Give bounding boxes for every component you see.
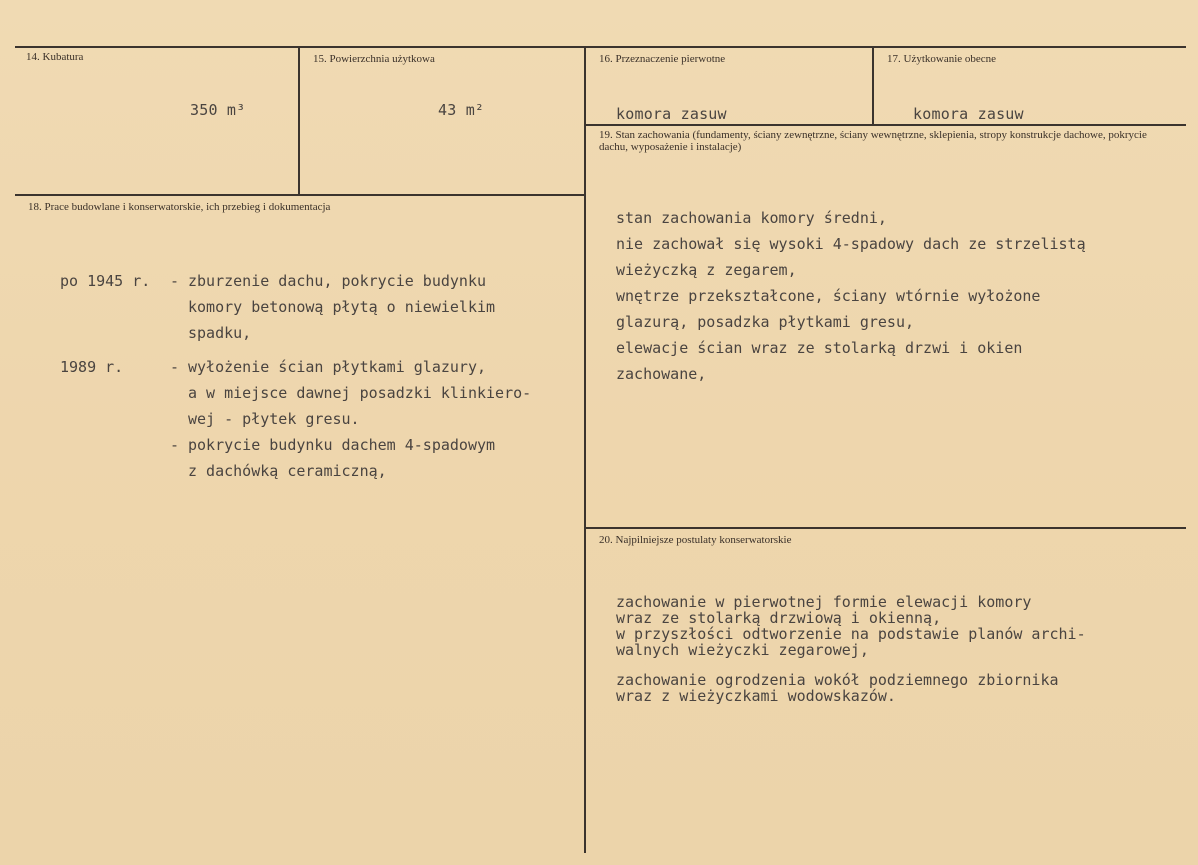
field-15-label: 15. Powierzchnia użytkowa: [313, 53, 435, 65]
field-14-label: 14. Kubatura: [26, 51, 84, 63]
condition-line: wnętrze przekształcone, ściany wtórnie wyłożone: [616, 287, 1041, 305]
divider-16-17: [872, 47, 874, 124]
work-entry-dash: -: [170, 272, 180, 290]
field-19-text: [616, 205, 1086, 387]
field-20-label: 20. Najpilniejsze postulaty konserwatorskie: [599, 534, 792, 546]
work-entry-year: 1989 r.: [60, 358, 124, 376]
work-entry-dash: -: [170, 358, 180, 376]
work-entry-text: wyłożenie ścian płytkami glazury, a w miejsce dawnej posadzki klinkiero- wej - płytek gresu.: [188, 358, 532, 428]
line-under-16-17: [585, 124, 1186, 126]
work-entry-year: po 1945 r.: [60, 272, 151, 290]
field-20-text-b: [616, 672, 1059, 704]
field-19-label: 19. Stan zachowania (fundamenty, ściany zewnętrzne, ściany wewnętrzne, sklepienia, stropy konstrukcje dachowe, pokrycie dachu, wyposażenie i instalacje): [599, 129, 1147, 153]
line-above-20: [585, 527, 1186, 529]
work-entry-text: pokrycie budynku dachem 4-spadowym z dachówką ceramiczną,: [188, 436, 496, 480]
field-18-label: 18. Prace budowlane i konserwatorskie, ich przebieg i dokumentacja: [28, 201, 331, 213]
postulate-line: zachowanie ogrodzenia wokół podziemnego zbiornika: [616, 671, 1059, 689]
condition-line: elewacje ścian wraz ze stolarką drzwi i okien: [616, 339, 1023, 357]
condition-line: glazurą, posadzka płytkami gresu,: [616, 313, 915, 331]
postulate-line: walnych wieżyczki zegarowej,: [616, 641, 869, 659]
work-entry-dash: -: [170, 436, 180, 454]
field-14-value: 350 m³: [190, 101, 246, 119]
field-15-value: 43 m²: [438, 101, 485, 119]
field-17-value: komora zasuw: [913, 105, 1024, 123]
condition-line: wieżyczką z zegarem,: [616, 261, 797, 279]
field-17-label: 17. Użytkowanie obecne: [887, 53, 997, 65]
field-16-label: 16. Przeznaczenie pierwotne: [599, 53, 726, 65]
condition-line: zachowane,: [616, 365, 707, 383]
postulate-line: wraz ze stolarką drzwiową i okienną,: [616, 609, 942, 627]
main-vertical-divider: [584, 47, 586, 853]
divider-14-15: [298, 47, 300, 194]
condition-line: nie zachował się wysoki 4-spadowy dach ze strzelistą: [616, 235, 1086, 253]
top-border: [15, 46, 1186, 48]
postulate-line: w przyszłości odtworzenie na podstawie planów archi-: [616, 625, 1086, 643]
work-entry-text: zburzenie dachu, pokrycie budynku komory betonową płytą o niewielkim spadku,: [188, 272, 496, 342]
line-under-14-15: [15, 194, 585, 196]
postulate-line: zachowanie w pierwotnej formie elewacji komory: [616, 593, 1032, 611]
field-20-text-a: [616, 594, 1086, 658]
field-16-value: komora zasuw: [616, 105, 727, 123]
postulate-line: wraz z wieżyczkami wodowskazów.: [616, 687, 896, 705]
condition-line: stan zachowania komory średni,: [616, 209, 887, 227]
